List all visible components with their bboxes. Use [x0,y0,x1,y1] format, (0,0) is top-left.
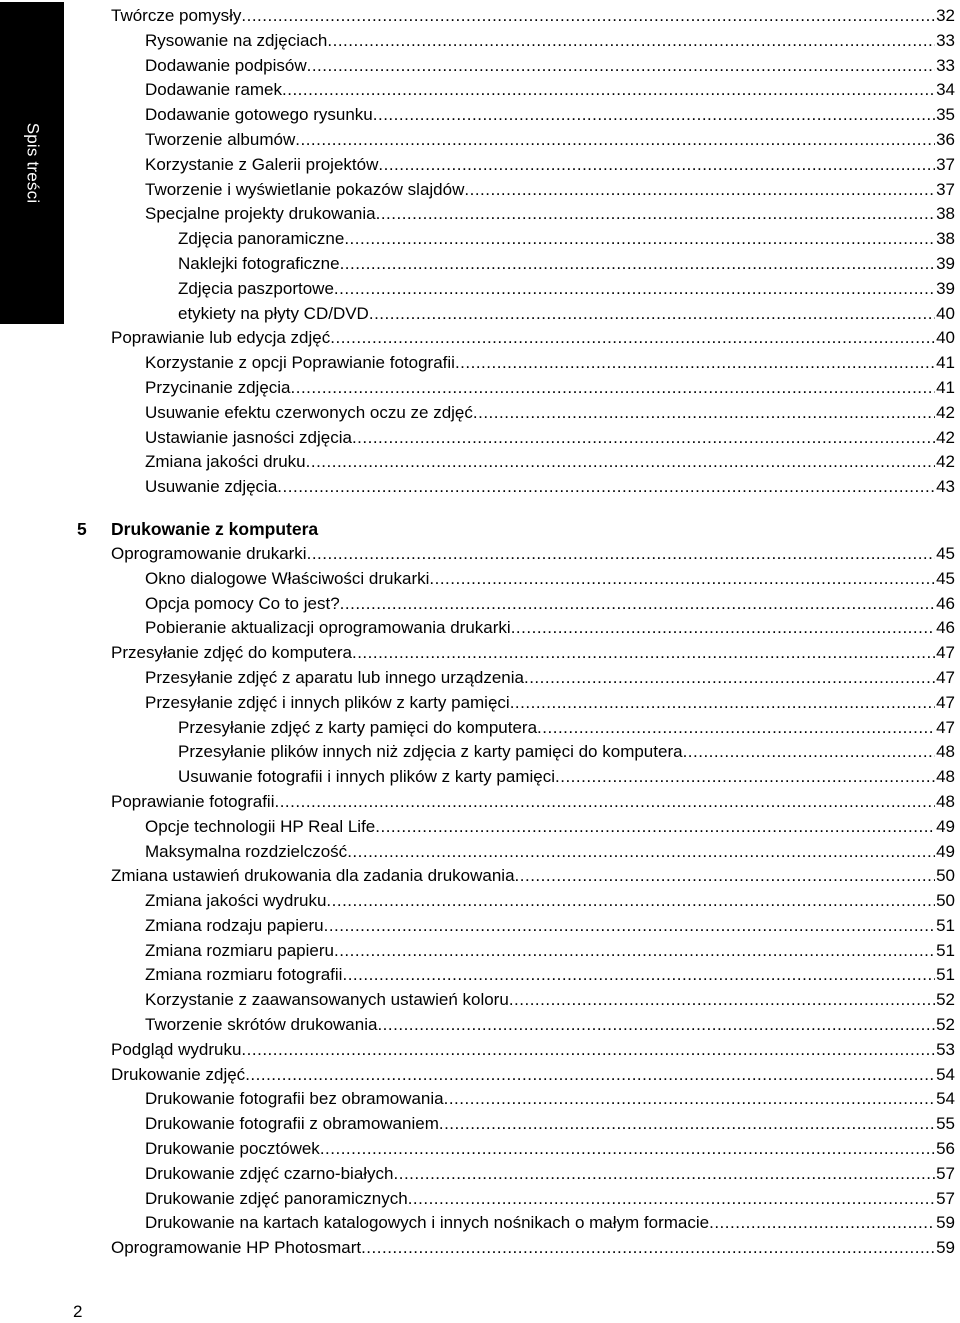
dot-leader [455,351,935,376]
dot-leader [307,542,935,567]
toc-entry-title: Dodawanie podpisów [145,54,307,79]
toc-entry-title: Tworzenie i wyświetlanie pokazów slajdów [145,178,464,203]
toc-entry-page: 51 [936,915,955,935]
chapter-number: 5 [77,518,87,539]
toc-entry-page: 35 [936,105,955,125]
dot-leader [295,128,935,153]
toc-entry[interactable] [0,864,960,889]
toc-entry-title: Dodawanie gotowego rysunku [145,103,373,128]
toc-entry-title: Przycinanie zdjęcia [145,376,291,401]
toc-entry-title: Zmiana rodzaju papieru [145,914,324,939]
toc-entry-title: Poprawianie lub edycja zdjęć [111,326,330,351]
dot-leader [429,567,935,592]
toc-entry-page: 54 [936,1089,955,1109]
toc-entry-line [178,716,955,741]
toc-entry-page: 43 [936,477,955,497]
dot-leader [510,691,935,716]
toc-entry-line [145,815,955,840]
toc-entry[interactable] [0,691,960,716]
toc-entry-title: Drukowanie zdjęć czarno-białych [145,1162,394,1187]
toc-entry-page: 42 [936,427,955,447]
toc-entry-line [145,103,955,128]
toc-entry[interactable] [0,840,960,865]
toc-entry-line [111,1063,955,1088]
toc-entry-line [145,914,955,939]
toc-entry-page: 37 [936,179,955,199]
toc-entry-title: Oprogramowanie HP Photosmart [111,1236,361,1261]
toc-entry[interactable] [0,450,960,475]
toc-entry[interactable] [0,103,960,128]
toc-entry-line [111,1038,955,1063]
toc-entry-title: Zmiana ustawień drukowania dla zadania drukowania [111,864,515,889]
toc-entry-page: 57 [936,1163,955,1183]
toc-entry-line [145,616,955,641]
toc-entry[interactable] [0,202,960,227]
toc-entry-title: Poprawianie fotografii [111,790,274,815]
toc-entry[interactable] [0,939,960,964]
chapter-heading[interactable] [0,516,960,542]
toc-entry-title: Usuwanie efektu czerwonych oczu ze zdjęć [145,401,473,426]
dot-leader [277,475,935,500]
toc-entry-title: Korzystanie z Galerii projektów [145,153,378,178]
dot-leader [439,1112,935,1137]
toc-entry-line [145,592,955,617]
toc-entry-line [145,1112,955,1137]
toc-entry-title: Przesyłanie zdjęć z aparatu lub innego urządzenia [145,666,524,691]
toc-entry-page: 57 [936,1188,955,1208]
toc-entry-page: 41 [936,353,955,373]
toc-entry-line [145,939,955,964]
toc-entry-page: 49 [936,816,955,836]
toc-entry-page: 48 [936,791,955,811]
toc-entry-title: Ustawianie jasności zdjęcia [145,426,352,451]
dot-leader [334,939,935,964]
dot-leader [340,592,935,617]
toc-entry-line [145,351,955,376]
toc-entry-line [145,1162,955,1187]
toc-entry-page: 55 [936,1114,955,1134]
dot-leader [369,302,935,327]
toc-entry[interactable] [0,351,960,376]
dot-leader [444,1087,935,1112]
toc-entry-title: Zmiana jakości druku [145,450,306,475]
toc-entry[interactable] [0,54,960,79]
dot-leader [320,1137,935,1162]
toc-entry[interactable] [0,716,960,741]
toc-entry[interactable] [0,4,960,29]
toc-entry-page: 49 [936,841,955,861]
toc-entry-title: Drukowanie fotografii bez obramowania [145,1087,444,1112]
toc-entry-page: 37 [936,154,955,174]
dot-leader [352,426,935,451]
toc-entry-page: 47 [936,717,955,737]
dot-leader [344,227,935,252]
side-tab-label: Spis treści [23,122,43,204]
toc-entry-title: Drukowanie zdjęć panoramicznych [145,1187,408,1212]
toc-entry[interactable] [0,252,960,277]
toc-entry-page: 51 [936,965,955,985]
toc-entry-title: Twórcze pomysły [111,4,241,29]
toc-entry-line [178,227,955,252]
toc-entry-title: Korzystanie z zaawansowanych ustawień koloru [145,988,509,1013]
toc-entry-page: 41 [936,377,955,397]
toc-entry-line [145,691,955,716]
toc-entry-line [145,666,955,691]
toc-entry[interactable] [0,277,960,302]
toc-entry[interactable] [0,740,960,765]
toc-entry[interactable] [0,641,960,666]
toc-entry[interactable] [0,1063,960,1088]
dot-leader [464,178,935,203]
dot-leader [352,641,935,666]
toc-entry[interactable] [0,302,960,327]
toc-entry[interactable] [0,790,960,815]
dot-leader [515,864,936,889]
toc-entry-line [178,277,955,302]
toc-entry-page: 42 [936,402,955,422]
toc-entry-page: 51 [936,940,955,960]
toc-entry-page: 48 [936,767,955,787]
toc-entry[interactable] [0,78,960,103]
toc-entry-title: Maksymalna rozdzielczość [145,840,347,865]
toc-entry[interactable] [0,542,960,567]
toc-entry-page: 53 [936,1039,955,1059]
toc-entry-title: Przesyłanie zdjęć z karty pamięci do komputera [178,716,537,741]
toc-entry-page: 46 [936,618,955,638]
page-number: 2 [73,1302,83,1321]
toc-entry-line [145,567,955,592]
toc-entry[interactable] [0,178,960,203]
toc-entry[interactable] [0,153,960,178]
dot-leader [683,740,936,765]
toc-entry-line [145,450,955,475]
toc-entry-line [178,252,955,277]
dot-leader [375,815,935,840]
dot-leader [306,450,935,475]
toc-entry[interactable] [0,1211,960,1236]
toc-entry[interactable] [0,815,960,840]
toc-entry-page: 33 [936,55,955,75]
toc-entry-line [145,1013,955,1038]
toc-entry-title: Przesyłanie plików innych niż zdjęcia z karty pamięci do komputera [178,740,683,765]
dot-leader [291,376,936,401]
toc-entry-title: Rysowanie na zdjęciach [145,29,327,54]
toc-entry-page: 52 [936,1015,955,1035]
dot-leader [330,326,935,351]
toc-entry-page: 50 [936,891,955,911]
toc-entry[interactable] [0,128,960,153]
dot-leader [376,202,935,227]
toc-entry-title: etykiety na płyty CD/DVD [178,302,369,327]
toc-entry[interactable] [0,1013,960,1038]
toc-entry[interactable] [0,1112,960,1137]
toc-entry[interactable] [0,376,960,401]
dot-leader [340,252,936,277]
toc-entry[interactable] [0,1187,960,1212]
dot-leader [347,840,935,865]
toc-entry-page: 47 [936,643,955,663]
dot-leader [324,914,935,939]
toc-entry-line [145,1137,955,1162]
toc-entry-title: Zdjęcia paszportowe [178,277,334,302]
toc-entry-title: Tworzenie albumów [145,128,295,153]
toc-entry-title: Oprogramowanie drukarki [111,542,307,567]
toc-section-part2 [0,542,960,1261]
dot-leader [473,401,935,426]
toc-section-part1 [0,4,960,500]
toc-entry-line [111,1236,955,1261]
toc-entry-title: Usuwanie zdjęcia [145,475,277,500]
toc-entry-page: 56 [936,1139,955,1159]
chapter-title: Drukowanie z komputera [111,518,319,539]
toc-entry-title: Drukowanie na kartach katalogowych i innych nośnikach o małym formacie [145,1211,709,1236]
toc-entry-line [145,475,955,500]
toc-entry[interactable] [0,1137,960,1162]
toc-entry-page: 36 [936,129,955,149]
toc-entry-page: 34 [936,80,955,100]
toc-entry-line [111,864,955,889]
dot-leader [282,78,935,103]
dot-leader [326,889,935,914]
dot-leader [241,4,935,29]
toc-entry-title: Podgląd wydruku [111,1038,241,1063]
toc-entry-line [145,889,955,914]
toc-entry-line [145,1087,955,1112]
toc-entry-line [145,840,955,865]
toc-entry-title: Zmiana jakości wydruku [145,889,326,914]
toc-entry-line [111,4,955,29]
toc-entry-line [145,29,955,54]
dot-leader [307,54,935,79]
toc-entry-page: 40 [936,328,955,348]
toc-entry-page: 40 [936,303,955,323]
toc-entry-line [145,54,955,79]
toc-entry-title: Specjalne projekty drukowania [145,202,376,227]
dot-leader [327,29,935,54]
toc-entry[interactable] [0,592,960,617]
toc-entry-page: 39 [936,278,955,298]
toc-entry-title: Opcja pomocy Co to jest? [145,592,340,617]
toc-entry-title: Przesyłanie zdjęć i innych plików z karty pamięci [145,691,510,716]
toc-entry[interactable] [0,616,960,641]
toc-entry-line [145,178,955,203]
toc-entry-page: 45 [936,568,955,588]
toc-entry-title: Zdjęcia panoramiczne [178,227,344,252]
toc-entry-line [111,542,955,567]
section-gap [0,500,960,516]
dot-leader [524,666,935,691]
toc-entry-title: Przesyłanie zdjęć do komputera [111,641,352,666]
toc-entry-line [178,765,955,790]
toc-entry[interactable] [0,1087,960,1112]
toc-entry[interactable] [0,326,960,351]
toc-entry-line [178,302,955,327]
table-of-contents [0,4,960,1261]
dot-leader [394,1162,936,1187]
dot-leader [245,1063,935,1088]
toc-entry-page: 47 [936,692,955,712]
toc-entry-line [178,740,955,765]
toc-entry-page: 33 [936,30,955,50]
toc-entry-line [145,128,955,153]
toc-entry-page: 48 [936,742,955,762]
toc-entry-line [145,1211,955,1236]
dot-leader [537,716,935,741]
toc-entry[interactable] [0,1236,960,1261]
dot-leader [555,765,935,790]
toc-entry-page: 46 [936,593,955,613]
toc-entry-title: Drukowanie zdjęć [111,1063,245,1088]
toc-entry-page: 32 [936,6,955,25]
toc-entry[interactable] [0,666,960,691]
toc-entry-title: Drukowanie fotografii z obramowaniem [145,1112,439,1137]
toc-entry[interactable] [0,765,960,790]
toc-entry-title: Dodawanie ramek [145,78,282,103]
toc-entry[interactable] [0,567,960,592]
toc-entry[interactable] [0,227,960,252]
toc-entry-title: Naklejki fotograficzne [178,252,340,277]
toc-entry-page: 47 [936,667,955,687]
dot-leader [274,790,935,815]
toc-entry-page: 54 [936,1064,955,1084]
dot-leader [342,963,935,988]
toc-entry-title: Pobieranie aktualizacji oprogramowania drukarki [145,616,511,641]
toc-entry-line [145,202,955,227]
dot-leader [241,1038,935,1063]
toc-entry-line [111,326,955,351]
toc-entry-line [145,988,955,1013]
toc-entry-page: 59 [936,1213,955,1233]
toc-entry-page: 38 [936,229,955,249]
toc-entry-line [145,401,955,426]
toc-entry-line [145,963,955,988]
toc-entry[interactable] [0,475,960,500]
toc-entry-line [145,376,955,401]
toc-entry-line [111,790,955,815]
toc-entry[interactable] [0,1162,960,1187]
toc-entry-line [145,426,955,451]
toc-entry-page: 39 [936,253,955,273]
toc-entry-page: 38 [936,204,955,224]
toc-entry[interactable] [0,889,960,914]
toc-entry-page: 52 [936,990,955,1010]
toc-entry[interactable] [0,401,960,426]
toc-entry-title: Korzystanie z opcji Poprawianie fotografii [145,351,455,376]
toc-entry-title: Drukowanie pocztówek [145,1137,320,1162]
dot-leader [361,1236,935,1261]
toc-entry-page: 50 [936,866,955,886]
toc-entry-title: Okno dialogowe Właściwości drukarki [145,567,429,592]
toc-entry[interactable] [0,963,960,988]
dot-leader [709,1211,935,1236]
toc-entry[interactable] [0,29,960,54]
toc-entry-line [111,641,955,666]
toc-entry-title: Usuwanie fotografii i innych plików z karty pamięci [178,765,555,790]
toc-entry-title: Zmiana rozmiaru fotografii [145,963,342,988]
dot-leader [377,1013,935,1038]
dot-leader [334,277,935,302]
toc-entry[interactable] [0,914,960,939]
toc-entry-line [145,153,955,178]
toc-entry-page: 59 [936,1238,955,1258]
toc-entry[interactable] [0,426,960,451]
toc-entry-page: 42 [936,452,955,472]
dot-leader [511,616,935,641]
toc-entry[interactable] [0,1038,960,1063]
toc-entry-page: 45 [936,543,955,563]
dot-leader [378,153,935,178]
dot-leader [509,988,935,1013]
toc-entry[interactable] [0,988,960,1013]
toc-entry-line [145,1187,955,1212]
dot-leader [373,103,935,128]
toc-entry-title: Tworzenie skrótów drukowania [145,1013,377,1038]
toc-entry-line [145,78,955,103]
dot-leader [408,1187,935,1212]
toc-entry-title: Zmiana rozmiaru papieru [145,939,334,964]
toc-entry-title: Opcje technologii HP Real Life [145,815,375,840]
